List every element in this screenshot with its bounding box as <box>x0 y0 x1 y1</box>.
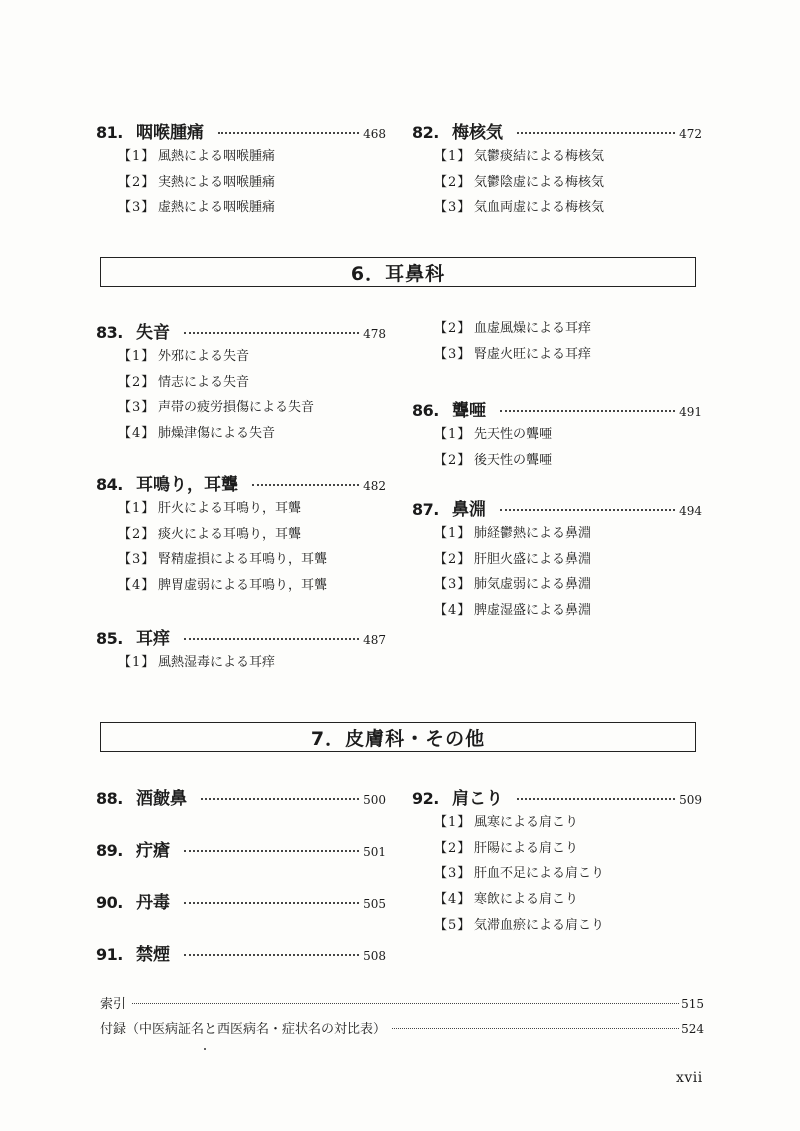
subentry-number: 【3】 <box>434 346 472 362</box>
subentry-list <box>434 422 702 473</box>
subentry-list <box>118 650 386 676</box>
subentry[interactable] <box>434 913 702 939</box>
page-number: 491 <box>679 405 702 419</box>
entry-heading[interactable] <box>96 118 386 143</box>
leader-dots <box>218 132 359 134</box>
subentry[interactable] <box>434 836 702 862</box>
entry-heading[interactable] <box>96 888 386 913</box>
subentry[interactable] <box>118 573 386 599</box>
toc-entry[interactable] <box>96 624 386 676</box>
toc-entry[interactable] <box>96 940 386 965</box>
leader-dots <box>517 798 675 800</box>
entry-number: 88. <box>96 789 123 808</box>
appendix-row-index[interactable] <box>100 993 704 1012</box>
entry-title: 聾唖 <box>452 401 486 421</box>
entry-title: 肩こり <box>452 789 503 809</box>
subentry-text: 肝火による耳鳴り，耳聾 <box>158 501 302 516</box>
subentry-number: 【2】 <box>434 321 472 336</box>
subentry[interactable] <box>118 195 386 221</box>
subentry-text: 風寒による肩こり <box>474 815 579 830</box>
subentry[interactable] <box>434 170 702 196</box>
subentry-text: 脾胃虚弱による耳鳴り，耳聾 <box>158 578 328 594</box>
subentry-number: 【3】 <box>434 577 472 593</box>
entry-heading[interactable] <box>412 396 702 421</box>
entry-title: 丹毒 <box>136 893 170 913</box>
subentry-number: 【1】 <box>434 815 472 830</box>
section-header-dermatology-other <box>100 722 696 752</box>
section-title: 6．耳鼻科 <box>350 262 446 285</box>
entry-title: 耳鳴り，耳聾 <box>136 475 238 495</box>
page-number: 494 <box>679 504 702 518</box>
page-number: 505 <box>363 897 386 911</box>
leader-dots <box>184 954 359 956</box>
entry-heading[interactable] <box>96 470 386 495</box>
subentry[interactable] <box>434 342 702 368</box>
subentry-text: 肺気虚弱による鼻淵 <box>474 577 592 593</box>
subentry-number: 【4】 <box>118 578 156 594</box>
subentry-text: 気血両虚による梅核気 <box>474 200 605 216</box>
entry-title: 鼻淵 <box>452 500 486 520</box>
leader-dots <box>184 850 359 852</box>
entry-title: 梅核気 <box>452 123 503 143</box>
entry-number: 90. <box>96 893 123 912</box>
subentry-number: 【3】 <box>118 200 156 216</box>
leader-dots <box>184 638 359 640</box>
page-number: 468 <box>363 127 386 141</box>
subentry[interactable] <box>434 144 702 170</box>
subentry[interactable] <box>118 547 386 573</box>
toc-entry[interactable] <box>96 470 386 599</box>
subentry-list <box>434 810 702 938</box>
subentry-number: 【2】 <box>118 526 156 542</box>
subentry[interactable] <box>434 861 702 887</box>
toc-entry[interactable] <box>96 318 386 447</box>
subentry[interactable] <box>118 144 386 170</box>
subentry-number: 【1】 <box>118 655 156 670</box>
subentry-number: 【1】 <box>434 427 472 442</box>
subentry-text: 寒飲による肩こり <box>474 892 579 908</box>
entry-title: 失音 <box>136 323 170 343</box>
page-number: 501 <box>363 845 386 859</box>
subentry-number: 【2】 <box>118 174 156 190</box>
entry-title: 咽喉腫痛 <box>136 123 204 143</box>
toc-entry[interactable] <box>96 784 386 809</box>
subentry-text: 脾虚湿盛による鼻淵 <box>474 603 592 619</box>
entry-number: 83. <box>96 323 123 342</box>
subentry-number: 【4】 <box>434 892 472 908</box>
subentry-text: 先天性の聾唖 <box>474 427 553 442</box>
subentry-number: 【4】 <box>434 603 472 619</box>
leader-dots <box>500 410 675 412</box>
page-number: 515 <box>681 997 704 1011</box>
subentry[interactable] <box>434 316 702 342</box>
entry-heading[interactable] <box>412 784 702 809</box>
subentry-text: 腎虚火旺による耳痒 <box>474 346 592 362</box>
subentry-text: 腎精虚損による耳鳴り，耳聾 <box>158 552 328 568</box>
subentry-number: 【2】 <box>434 551 472 567</box>
entry-number: 91. <box>96 945 123 964</box>
folio-page-number: xvii <box>676 1070 703 1086</box>
subentry[interactable] <box>118 421 386 447</box>
entry-number: 89. <box>96 841 123 860</box>
subentry-number: 【3】 <box>434 866 472 882</box>
page-number: 487 <box>363 633 386 647</box>
entry-heading[interactable] <box>96 784 386 809</box>
appendix-label: 索引 <box>100 997 127 1012</box>
subentry-text: 肝血不足による肩こり <box>474 866 605 882</box>
subentry-number: 【1】 <box>118 501 156 516</box>
page-number: 509 <box>679 793 702 807</box>
entry-heading[interactable] <box>96 318 386 343</box>
entry-number: 86. <box>412 401 439 420</box>
section-header-otolaryngology <box>100 257 696 287</box>
appendix-row-comparison-table[interactable] <box>100 1018 704 1037</box>
subentry[interactable] <box>118 170 386 196</box>
leader-dots <box>184 902 359 904</box>
subentry-text: 肝胆火盛による鼻淵 <box>474 551 592 567</box>
entry-heading[interactable] <box>96 940 386 965</box>
subentry-text: 外邪による失音 <box>158 349 250 364</box>
toc-entry[interactable] <box>412 396 702 473</box>
subentry-number: 【3】 <box>118 400 156 416</box>
entry-heading[interactable] <box>96 624 386 649</box>
subentry-text: 虚熱による咽喉腫痛 <box>158 200 276 216</box>
subentry-text: 気鬱痰結による梅核気 <box>474 149 605 164</box>
subentry-number: 【3】 <box>434 200 472 216</box>
appendix-label: 付録（中医病証名と西医病名・症状名の対比表） <box>100 1022 387 1037</box>
subentry[interactable] <box>434 521 702 547</box>
subentry-text: 実熱による咽喉腫痛 <box>158 174 276 190</box>
subentry[interactable] <box>118 650 386 676</box>
subentry[interactable] <box>118 522 386 548</box>
subentry[interactable] <box>434 547 702 573</box>
subentry-number: 【5】 <box>434 917 472 933</box>
subentry-text: 血虚風燥による耳痒 <box>474 321 592 336</box>
entry-number: 82. <box>412 123 439 142</box>
subentry-list <box>434 521 702 624</box>
entry-title: 禁煙 <box>136 945 170 965</box>
subentry-number: 【1】 <box>434 526 472 541</box>
entry-number: 85. <box>96 629 123 648</box>
leader-dots <box>517 132 675 134</box>
leader-dots <box>184 332 359 334</box>
subentry-text: 気鬱陰虚による梅核気 <box>474 174 605 190</box>
page-number: 482 <box>363 479 386 493</box>
subentry-number: 【1】 <box>434 149 472 164</box>
subentry-number: 【2】 <box>434 452 472 468</box>
subentry-text: 声帯の疲労損傷による失音 <box>158 400 315 416</box>
page-number: 524 <box>681 1022 704 1036</box>
subentry[interactable] <box>434 887 702 913</box>
page-number: 472 <box>679 127 702 141</box>
leader-dots <box>500 509 675 511</box>
toc-entry[interactable] <box>412 316 702 367</box>
subentry[interactable] <box>434 195 702 221</box>
subentry-text: 肺燥津傷による失音 <box>158 426 276 442</box>
toc-entry[interactable] <box>412 118 702 221</box>
subentry[interactable] <box>118 395 386 421</box>
subentry-number: 【2】 <box>434 840 472 856</box>
subentry-text: 後天性の聾唖 <box>474 452 553 468</box>
subentry-list <box>118 144 386 221</box>
subentry[interactable] <box>434 422 702 448</box>
subentry-number: 【2】 <box>118 374 156 390</box>
subentry[interactable] <box>434 448 702 474</box>
entry-number: 92. <box>412 789 439 808</box>
toc-entry[interactable] <box>412 495 702 624</box>
subentry-number: 【4】 <box>118 426 156 442</box>
subentry[interactable] <box>434 572 702 598</box>
entry-number: 81. <box>96 123 123 142</box>
subentry[interactable] <box>434 810 702 836</box>
subentry-number: 【1】 <box>118 149 156 164</box>
toc-entry[interactable] <box>96 888 386 913</box>
section-title: 7．皮膚科・その他 <box>310 727 486 750</box>
entry-heading[interactable] <box>412 118 702 143</box>
subentry-list <box>434 144 702 221</box>
leader-dots <box>132 1003 679 1004</box>
subentry[interactable] <box>118 496 386 522</box>
subentry-text: 痰火による耳鳴り，耳聾 <box>158 526 302 542</box>
subentry-text: 風熱による咽喉腫痛 <box>158 149 276 164</box>
leader-dots <box>252 484 359 486</box>
entry-title: 疔瘡 <box>136 841 170 861</box>
subentry-text: 気滞血瘀による肩こり <box>474 917 605 933</box>
toc-entry[interactable] <box>412 784 702 938</box>
subentry-number: 【1】 <box>118 349 156 364</box>
subentry[interactable] <box>434 598 702 624</box>
page-number: 500 <box>363 793 386 807</box>
subentry[interactable] <box>118 344 386 370</box>
entry-title: 酒皶鼻 <box>136 789 187 809</box>
leader-dots <box>392 1028 679 1029</box>
page-number: 508 <box>363 949 386 963</box>
toc-entry[interactable] <box>96 836 386 861</box>
subentry-list <box>434 316 702 367</box>
subentry-text: 風熱湿毒による耳痒 <box>158 655 276 670</box>
print-speck <box>204 1048 206 1050</box>
subentry-text: 情志による失音 <box>158 374 250 390</box>
subentry-list <box>118 344 386 447</box>
toc-entry[interactable] <box>96 118 386 221</box>
page-number: 478 <box>363 327 386 341</box>
entry-number: 84. <box>96 475 123 494</box>
entry-heading[interactable] <box>96 836 386 861</box>
leader-dots <box>201 798 359 800</box>
entry-title: 耳痒 <box>136 629 170 649</box>
subentry-text: 肝陽による肩こり <box>474 840 579 856</box>
subentry-list <box>118 496 386 599</box>
entry-heading[interactable] <box>412 495 702 520</box>
subentry-number: 【2】 <box>434 174 472 190</box>
subentry-text: 肺経鬱熱による鼻淵 <box>474 526 592 541</box>
entry-number: 87. <box>412 500 439 519</box>
subentry-number: 【3】 <box>118 552 156 568</box>
subentry[interactable] <box>118 370 386 396</box>
